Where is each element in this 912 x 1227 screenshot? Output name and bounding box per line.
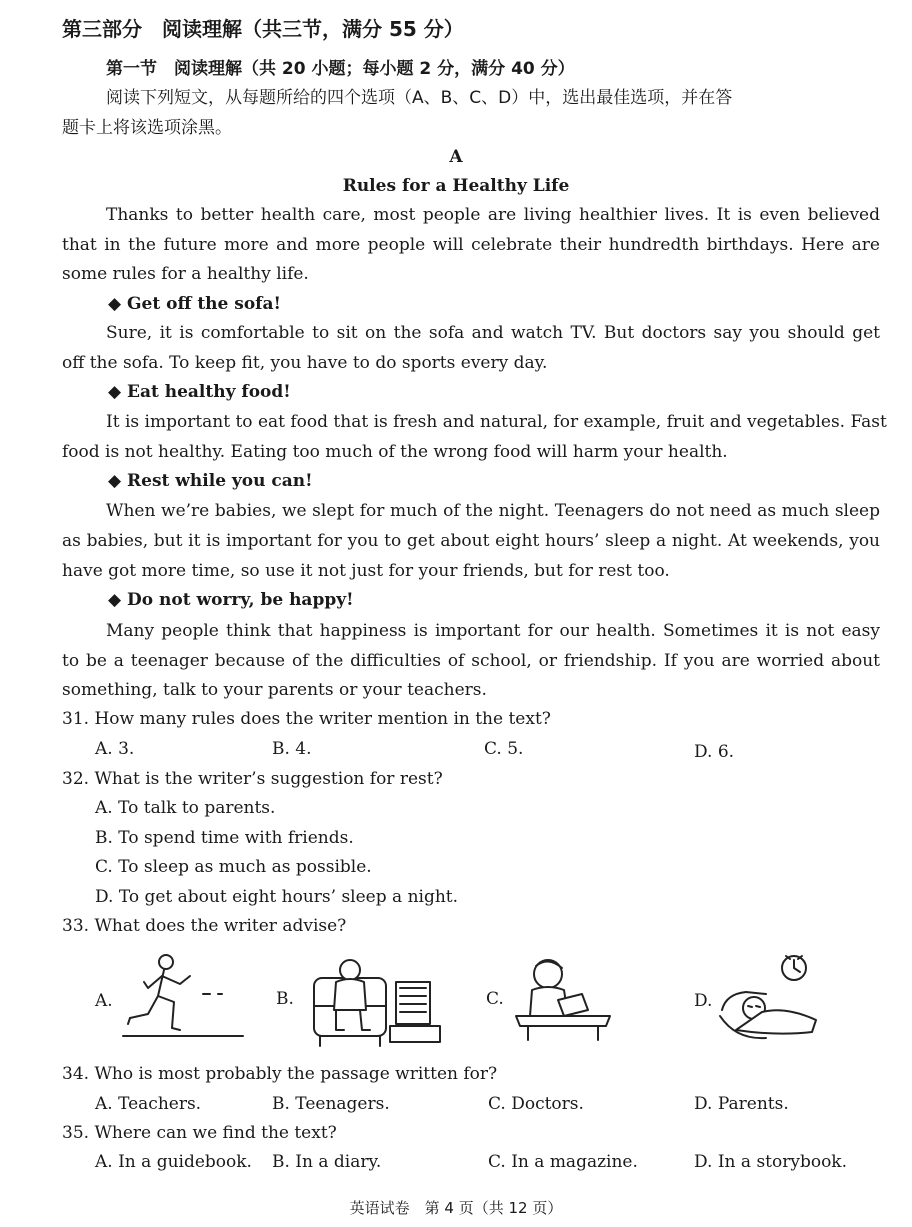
page-footer: 英语试卷 第 4 页（共 12 页） [349,1199,563,1217]
rule-2-line-1: It is important to eat food that is fresh and natural, for example, fruit and vegetables. Fast [106,412,887,432]
rule-1-line-2: off the sofa. To keep fit, you have to do sports every day. [62,353,548,373]
boy-reading-icon [506,954,616,1044]
diamond-bullet-icon: ◆ [108,471,122,491]
q34-option-c[interactable]: C. Doctors. [488,1094,584,1114]
q32-option-a[interactable]: A. To talk to parents. [95,798,276,818]
running-man-icon [118,948,248,1048]
question-32-stem: 32. What is the writer’s suggestion for rest? [62,769,443,789]
rule-heading-4 [108,589,354,611]
question-31-stem: 31. How many rules does the writer mention in the text? [62,709,551,729]
q34-option-d[interactable]: D. Parents. [694,1094,789,1114]
q34-option-a[interactable]: A. Teachers. [95,1094,202,1114]
sleeping-with-clock-icon [716,950,826,1050]
passage-title: Rules for a Healthy Life [342,176,570,196]
q31-option-c[interactable]: C. 5. [484,739,524,759]
passage-letter: A [449,147,463,167]
q35-option-a[interactable]: A. In a guidebook. [95,1152,252,1172]
intro-line-1: Thanks to better health care, most people are living healthier lives. It is even believed [106,205,880,225]
diamond-bullet-icon: ◆ [108,382,122,402]
man-on-sofa-icon [300,948,445,1052]
intro-line-2: that in the future more and more people will celebrate their hundredth birthdays. Here are [62,235,880,255]
q33-option-b[interactable]: B. [276,989,294,1009]
q32-option-c[interactable]: C. To sleep as much as possible. [95,857,372,877]
part-title: 第三部分 阅读理解（共三节，满分 55 分） [62,17,464,41]
section-title: 第一节 阅读理解（共 20 小题；每小题 2 分，满分 40 分） [106,59,575,79]
running-man-picture[interactable] [118,948,248,1048]
question-34-stem: 34. Who is most probably the passage written for? [62,1064,498,1084]
rule-3-line-3: have got more time, so use it not just for your friends, but for rest too. [62,561,670,581]
rule-4-line-1: Many people think that happiness is important for our health. Sometimes it is not easy [106,621,880,641]
rule-heading-3 [108,470,313,492]
q35-option-b[interactable]: B. In a diary. [272,1152,382,1172]
rule-4-line-3: something, talk to your parents or your teachers. [62,680,487,700]
rule-4-line-2: to be a teenager because of the difficulties of school, or friendship. If you are worried about [62,651,880,671]
q33-option-a[interactable]: A. [95,991,113,1011]
q31-option-d[interactable]: D. 6. [694,742,735,762]
q33-option-c[interactable]: C. [486,989,504,1009]
rule-heading-text: Eat healthy food! [127,382,291,402]
q33-option-d[interactable]: D. [694,991,713,1011]
sofa-tv-picture[interactable] [300,948,445,1052]
rule-heading-1 [108,293,281,315]
rule-3-line-2: as babies, but it is important for you to get about eight hours’ sleep a night. At weekends, you [62,531,880,551]
question-33-stem: 33. What does the writer advise? [62,916,347,936]
q34-option-b[interactable]: B. Teenagers. [272,1094,390,1114]
question-35-stem: 35. Where can we find the text? [62,1123,337,1143]
q35-option-d[interactable]: D. In a storybook. [694,1152,848,1172]
q31-option-b[interactable]: B. 4. [272,739,312,759]
q31-option-a[interactable]: A. 3. [95,739,135,759]
instruction-line-2: 题卡上将该选项涂黑。 [62,118,232,138]
rule-heading-2 [108,381,291,403]
intro-line-3: some rules for a healthy life. [62,264,309,284]
rule-heading-text: Get off the sofa! [127,294,281,314]
girl-sleeping-picture[interactable] [716,950,826,1050]
boy-reading-picture[interactable] [506,954,616,1044]
q35-option-c[interactable]: C. In a magazine. [488,1152,638,1172]
diamond-bullet-icon: ◆ [108,590,122,610]
rule-2-line-2: food is not healthy. Eating too much of the wrong food will harm your health. [62,442,728,462]
q32-option-b[interactable]: B. To spend time with friends. [95,828,354,848]
diamond-bullet-icon: ◆ [108,294,122,314]
q32-option-d[interactable]: D. To get about eight hours’ sleep a night. [95,887,459,907]
rule-heading-text: Rest while you can! [127,471,313,491]
rule-heading-text: Do not worry, be happy! [127,590,354,610]
rule-1-line-1: Sure, it is comfortable to sit on the sofa and watch TV. But doctors say you should get [106,323,880,343]
rule-3-line-1: When we’re babies, we slept for much of the night. Teenagers do not need as much sleep [106,501,880,521]
instruction-line-1: 阅读下列短文，从每题所给的四个选项（A、B、C、D）中，选出最佳选项，并在答 [106,88,733,108]
